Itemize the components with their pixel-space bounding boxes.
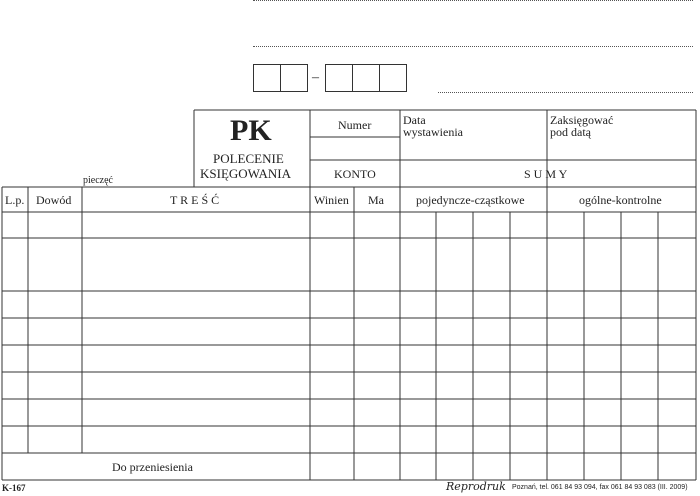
form-subtitle-line-2: KSIĘGOWANIA	[200, 166, 291, 181]
header-lp: L.p.	[5, 193, 25, 207]
account-label: KONTO	[334, 167, 376, 181]
header-winien: Winien	[314, 193, 349, 207]
posting-date-label-line-1: Zaksięgować	[550, 113, 614, 127]
posting-date-label-line-2: pod datą	[550, 125, 591, 139]
carry-forward-label: Do przeniesienia	[112, 460, 193, 474]
header-ma: Ma	[368, 193, 384, 207]
number-separator: –	[312, 70, 319, 85]
publisher-address: Poznań, tel. 061 84 93 094, fax 061 84 93 083 (III. 2009)	[512, 484, 688, 491]
form-title: PK	[230, 114, 272, 147]
header-ogolne: ogólne-kontrolne	[579, 193, 662, 207]
date-issued-label-line-2: wystawienia	[403, 125, 463, 139]
form-subtitle-line-1: POLECENIE	[213, 151, 284, 166]
stamp-label: pieczęć	[83, 175, 113, 186]
header-pojedyncze: pojedyncze-cząstkowe	[416, 193, 525, 207]
number-field[interactable]	[311, 138, 399, 159]
publisher-logo: Reprodruk	[446, 480, 506, 493]
header-tresc: T R E Ś Ć	[170, 193, 220, 207]
sums-label: S U M Y	[524, 167, 568, 181]
date-issued-label-line-1: Data	[403, 113, 426, 127]
form-code: K-167	[2, 483, 26, 493]
header-dowod: Dowód	[36, 193, 72, 207]
number-label: Numer	[338, 118, 372, 132]
